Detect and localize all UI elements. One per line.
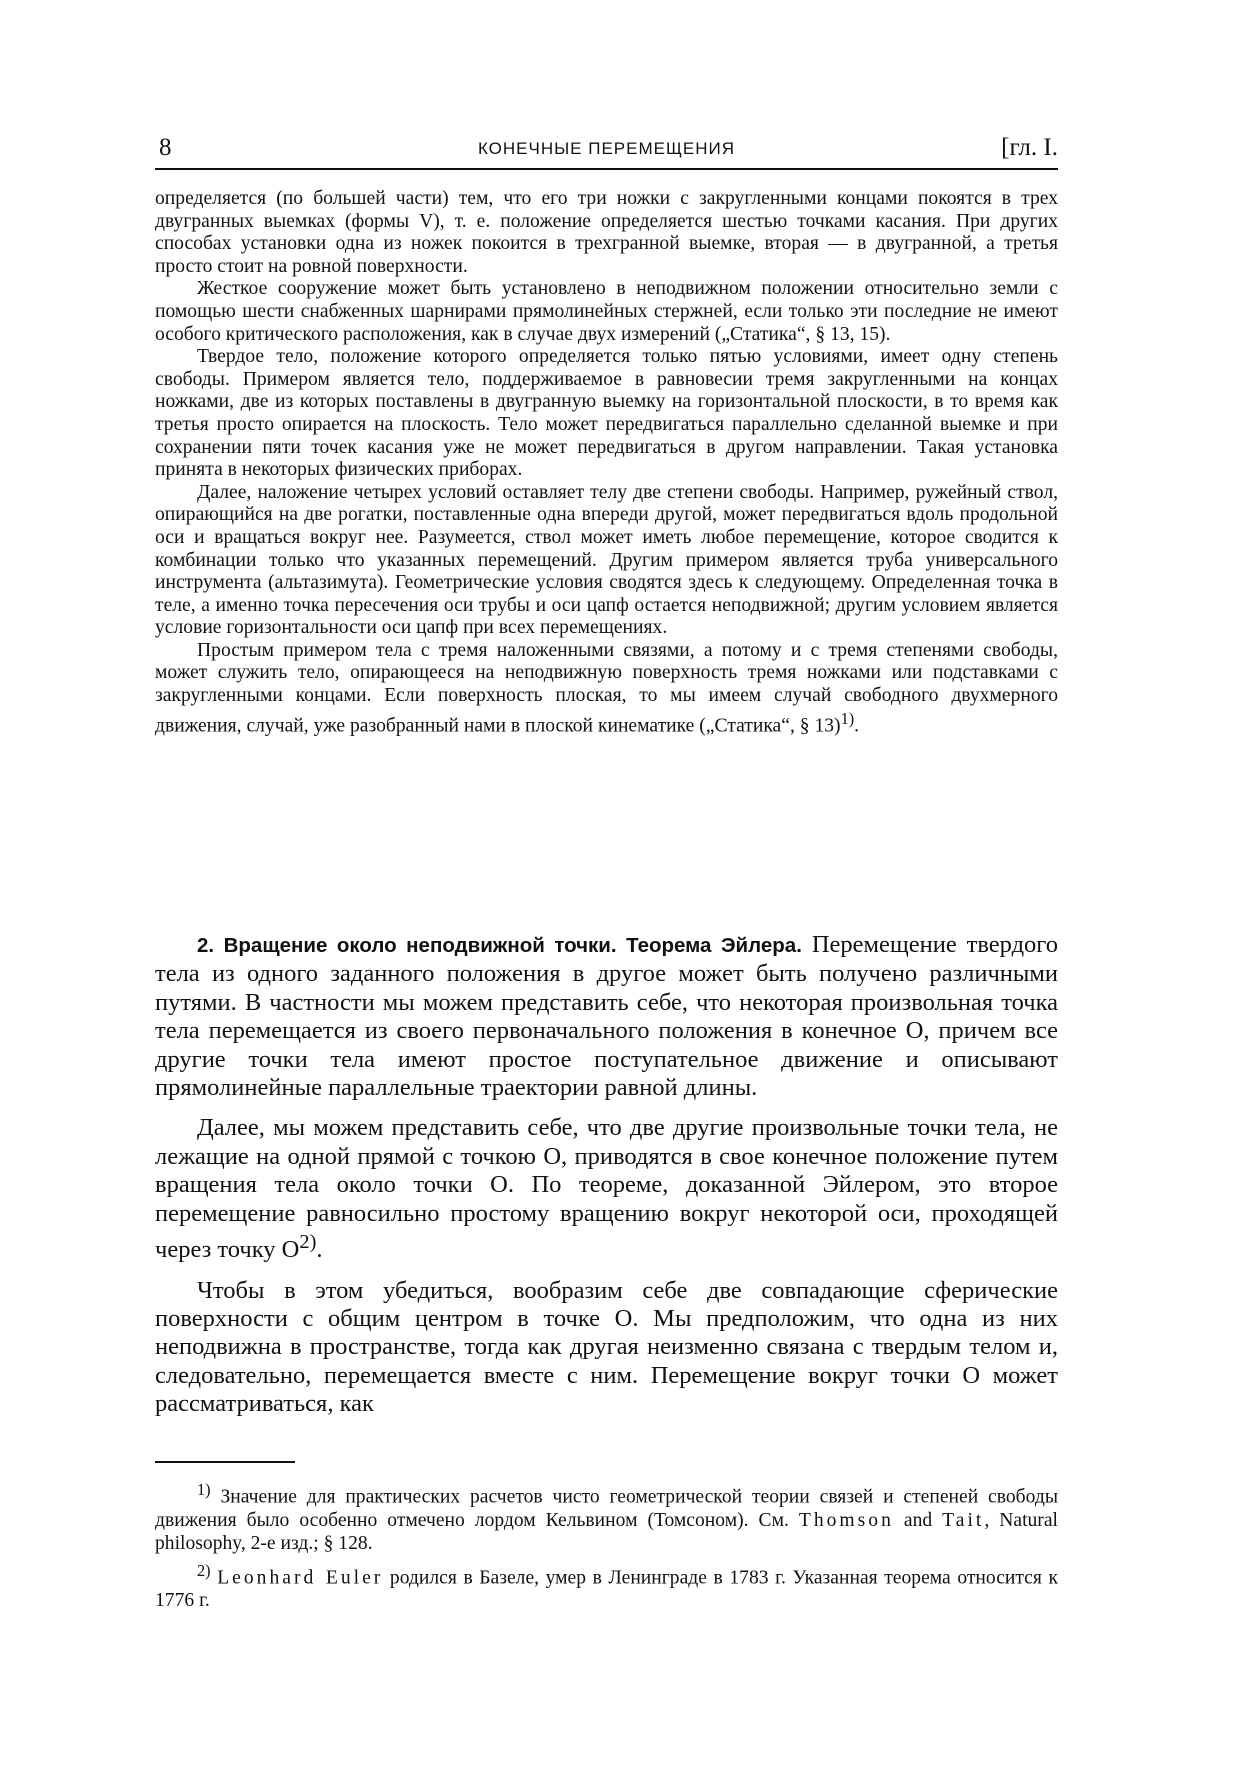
paragraph: Простым примером тела с тремя наложенными связями, а потому и с тремя степенями свободы, может служить тело, опирающееся на неподвижную поверхность тремя ножками или подставками с закругленными концами. Если поверхность плоская, то мы имеем случай свободного двухмерного движения, случай, уже разобранный нами в плоской кинематике („Статика“, § 13)$^{1)}$. <box>155 639 1058 737</box>
footnote-text: Значение для практических расчетов чисто геометрической теории связей и степеней свободы движения было особенно отмечено лордом Кельвином (Томсоном). См. <box>155 1486 1058 1531</box>
author-name: Thomson <box>798 1509 894 1531</box>
paragraph-text: Далее, мы можем представить себе, что две другие произвольные точки тела, не лежащие на одной прямой с точкою O, приводятся в свое конечное положение путем вращения тела около точки O. По теореме, доказанной Эйлером, это второе перемещение равносильно простому вращению вокруг некоторой оси, проходящей через точку O <box>155 1114 1058 1264</box>
footnote-mark: 2) <box>197 1560 211 1580</box>
small-print-block <box>155 188 1058 738</box>
section-heading: 2. Вращение около неподвижной точки. Теорема Эйлера. <box>197 934 802 957</box>
main-text-block <box>155 931 1058 1431</box>
page-header <box>155 134 1058 170</box>
paragraph: Чтобы в этом убедиться, вообразим себе две совпадающие сферические поверхности с общим центром в точке O. Мы предположим, что одна из них неподвижна в пространстве, тогда как другая неизменно связана с твердым телом и, следовательно, перемещается вместе с ним. Перемещение вокруг точки O может рассматриваться, как <box>155 1276 1058 1418</box>
page-number: 8 <box>159 134 172 161</box>
author-name: Tait <box>942 1509 985 1531</box>
footnote-mark: 1) <box>197 1480 211 1499</box>
footnote-1 <box>155 1478 1058 1555</box>
footnote-2 <box>155 1559 1058 1613</box>
running-title: КОНЕЧНЫЕ ПЕРЕМЕЩЕНИЯ <box>477 139 736 158</box>
footnote-ref-2: 2) <box>299 1231 317 1254</box>
paragraph: Далее, мы можем представить себе, что две другие произвольные точки тела, не лежащие на одной прямой с точкою O, приводятся в свое конечное положение путем вращения тела около точки O. По теореме, доказанной Эйлером, это второе перемещение равносильно простому вращению вокруг некоторой оси, проходящей через точку $O^{2)}$. <box>155 1114 1058 1264</box>
paragraph: Далее, наложение четырех условий оставляет телу две степени свободы. Например, ружейный ствол, опирающийся на две рогатки, поставленные одна впереди другой, может передвигаться вдоль продольной оси и вращаться вокруг нее. Разумеется, ствол может иметь любое перемещение, которое сводится к комбинации только что указанных перемещений. Другим примером является труба универсального инструмента (альтазимута). Геометрические условия сводятся здесь к следующему. Определенная точка в теле, а именно точка пересечения оси трубы и оси цапф остается неподвижной; другим условием является условие горизонтальности оси цапф при всех перемещениях. <box>155 481 1058 639</box>
footnote-divider <box>155 1461 295 1463</box>
paragraph: Твердое тело, положение которого определяется только пятью условиями, имеет одну степень свободы. Примером является тело, поддерживаемое в равновесии тремя закругленными на концах ножками, две из которых поставлены в двугранную выемку на горизонтальной плоскости, в то время как третья просто опирается на плоскость. Тело может передвигаться параллельно сделанной выемке и при сохранении пяти точек касания уже не может передвигаться в другом направлении. Такая установка принята в некоторых физических приборах. <box>155 346 1058 481</box>
paragraph-text: Перемещение твердого тела из одного заданного положения в другое может быть получено различными путями. В частности мы можем представить себе, что некоторая произвольная точка тела перемещается из своего первоначального положения в конечное O, причем все другие точки тела имеют простое поступательное движение и описывают прямолинейные параллельные траектории равной длины. <box>155 931 1058 1102</box>
footnotes <box>155 1478 1058 1616</box>
footnote-ref-1: 1) <box>840 708 855 728</box>
paragraph: Жесткое сооружение может быть установлено в неподвижном положении относительно земли с помощью шести снабженных шарнирами прямолинейных стержней, если только эти последние не имеют особого критического расположения, как в случае двух измерений („Статика“, § 13, 15). <box>155 278 1058 345</box>
paragraph-text: Простым примером тела с тремя наложенными связями, а потому и с тремя степенями свободы, может служить тело, опирающееся на неподвижную поверхность тремя ножками или подставками с закругленными концами. Если поверхность плоская, то мы имеем случай свободного двухмерного движения, случай, уже разобранный нами в плоской кинематике („Статика“, § 13) <box>155 639 1058 737</box>
footnote-text: , Natural philosophy, 2-е изд.; § 128. <box>155 1509 1058 1554</box>
chapter-label: [гл. I. <box>1001 134 1058 161</box>
paragraph: определяется (по большей части) тем, что его три ножки с закругленными концами покоятся в трех двугранных выемках (формы V), т. е. положение определяется шестью точками касания. При других способах установки одна из ножек покоится в трехгранной выемке, вторая — в двугранной, а третья просто стоит на ровной поверхности. <box>155 188 1058 277</box>
paragraph <box>155 931 1058 1102</box>
author-name: Leonhard Euler <box>217 1567 384 1589</box>
conjunction: and <box>903 1509 933 1531</box>
footnote-text: родился в Базеле, умер в Ленинграде в 1783 г. Указанная теорема относится к 1776 г. <box>155 1567 1058 1612</box>
